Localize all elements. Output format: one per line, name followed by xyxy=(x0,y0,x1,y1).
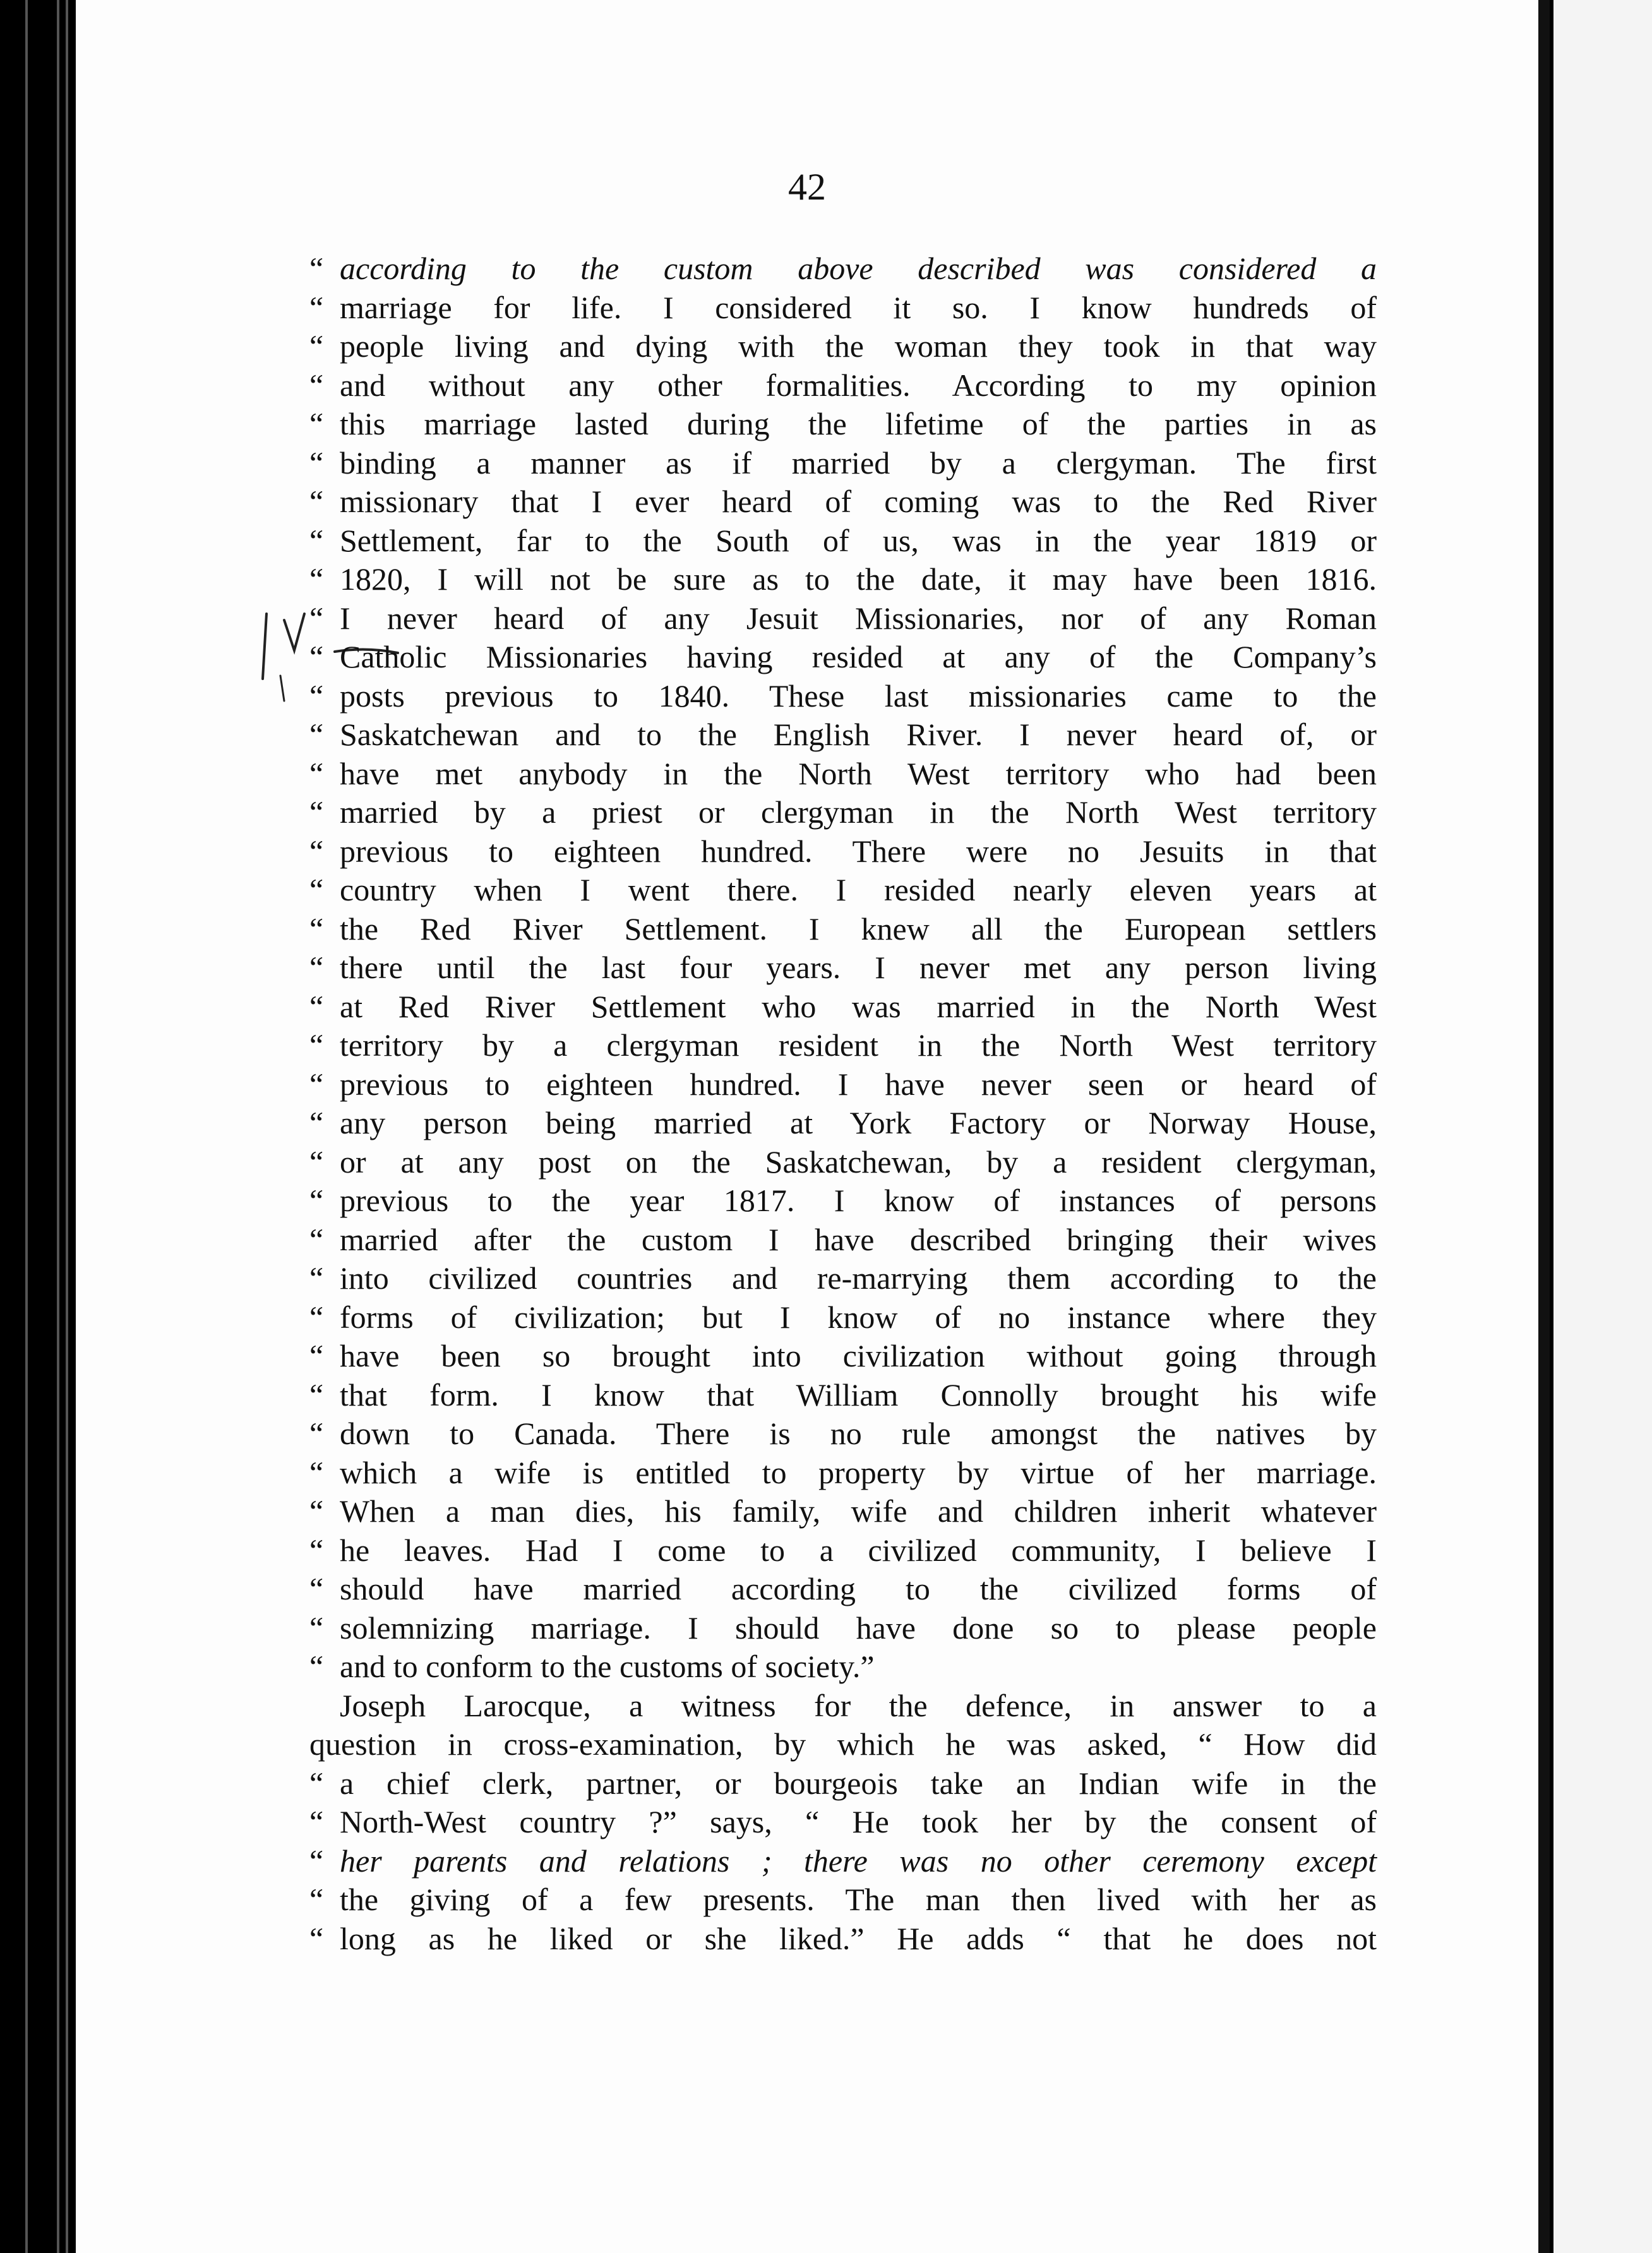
quote-mark: “ xyxy=(309,755,324,791)
text-line-content: the giving of a few presents. The man then lived with her as xyxy=(340,1882,1377,1917)
quote-mark: “ xyxy=(309,1338,324,1373)
text-line xyxy=(309,560,1377,599)
page-number: 42 xyxy=(788,166,826,208)
text-line-content: and without any other formalities. According to my opinion xyxy=(340,367,1377,403)
quote-mark: “ xyxy=(309,289,324,325)
text-line xyxy=(309,1104,1377,1143)
quote-mark: “ xyxy=(309,1221,324,1257)
text-line-content: any person being married at York Factory or Norway House, xyxy=(340,1105,1377,1140)
text-line-content: married by a priest or clergyman in the North West territory xyxy=(340,794,1377,830)
text-line xyxy=(309,910,1377,949)
text-line xyxy=(309,638,1377,677)
text-line-content: down to Canada. There is no rule amongst the natives by xyxy=(340,1416,1377,1451)
quote-mark: “ xyxy=(309,833,324,869)
text-line xyxy=(309,1570,1377,1609)
text-line xyxy=(309,366,1377,405)
text-line-content: When a man dies, his family, wife and children inherit whatever xyxy=(340,1493,1377,1529)
quote-mark: “ xyxy=(309,678,324,714)
quote-mark: “ xyxy=(309,484,324,519)
quote-mark: “ xyxy=(309,911,324,947)
text-line xyxy=(309,1181,1377,1221)
text-line-content: North-West country ?” says, “ He took her by the consent of xyxy=(340,1804,1377,1839)
text-line xyxy=(309,405,1377,444)
text-line-content: her parents and relations ; there was no other ceremony except xyxy=(340,1843,1377,1879)
quote-mark: “ xyxy=(309,406,324,441)
text-line-content: missionary that I ever heard of coming was to the Red River xyxy=(340,484,1377,519)
quote-mark: “ xyxy=(309,1804,324,1839)
text-line-content: and to conform to the customs of society.” xyxy=(340,1649,875,1684)
text-line xyxy=(309,715,1377,755)
text-line xyxy=(309,1376,1377,1415)
text-line-content: marriage for life. I considered it so. I know hundreds of xyxy=(340,289,1377,325)
text-line xyxy=(309,1531,1377,1570)
quote-mark: “ xyxy=(309,872,324,907)
text-line xyxy=(309,1065,1377,1104)
quote-mark: “ xyxy=(309,1843,324,1879)
page-gutter xyxy=(1538,0,1550,2253)
text-line xyxy=(309,1842,1377,1881)
page-body-text xyxy=(309,249,1377,1958)
text-line xyxy=(309,755,1377,794)
text-line xyxy=(309,1221,1377,1260)
text-line xyxy=(309,1492,1377,1531)
text-line-content: solemnizing marriage. I should have done so to please people xyxy=(340,1610,1377,1646)
text-line-content: according to the custom above described was considered a xyxy=(340,251,1377,286)
quote-mark: “ xyxy=(309,1493,324,1529)
text-line-content: at Red River Settlement who was married in the North West xyxy=(340,988,1377,1024)
text-line-content: territory by a clergyman resident in the North West territory xyxy=(340,1027,1377,1063)
text-line-content: forms of civilization; but I know of no instance where they xyxy=(340,1299,1377,1335)
text-line xyxy=(309,1920,1377,1959)
text-line xyxy=(309,444,1377,483)
text-line-content: married after the custom I have described bringing their wives xyxy=(340,1221,1377,1257)
text-line xyxy=(309,482,1377,522)
quote-mark: “ xyxy=(309,1105,324,1140)
text-line xyxy=(309,1647,1377,1687)
text-line-content: previous to eighteen hundred. I have never seen or heard of xyxy=(340,1066,1377,1102)
quote-mark: “ xyxy=(309,251,324,286)
text-line-content: previous to the year 1817. I know of instances of persons xyxy=(340,1183,1377,1218)
quote-mark: “ xyxy=(309,639,324,674)
text-line xyxy=(309,793,1377,832)
quote-mark: “ xyxy=(309,1920,324,1956)
text-line xyxy=(309,1803,1377,1842)
text-line-content: posts previous to 1840. These last missionaries came to the xyxy=(340,678,1377,714)
text-line-content: 1820, I will not be sure as to the date, it may have been 1816. xyxy=(340,561,1377,597)
scan-left-edge xyxy=(0,0,76,2253)
quote-mark: “ xyxy=(309,1299,324,1335)
quote-mark: “ xyxy=(309,794,324,830)
text-line xyxy=(309,1143,1377,1182)
text-line-content: Catholic Missionaries having resided at any of the Company’s xyxy=(340,639,1377,674)
text-line-content: into civilized countries and re-marrying them according to the xyxy=(340,1260,1377,1296)
text-line-content: country when I went there. I resided nearly eleven years at xyxy=(340,872,1377,907)
quote-mark: “ xyxy=(309,1571,324,1606)
text-line-content: should have married according to the civilized forms of xyxy=(340,1571,1377,1606)
text-line xyxy=(309,522,1377,561)
text-line xyxy=(309,1414,1377,1454)
text-line xyxy=(309,832,1377,871)
text-line-content: this marriage lasted during the lifetime of the parties in as xyxy=(340,406,1377,441)
text-line-content: he leaves. Had I come to a civilized community, I believe I xyxy=(340,1532,1377,1568)
text-line xyxy=(309,1764,1377,1803)
quote-mark: “ xyxy=(309,1454,324,1490)
text-line-content: there until the last four years. I never met any person living xyxy=(340,950,1377,985)
text-line xyxy=(309,599,1377,638)
text-line xyxy=(309,948,1377,988)
text-line-content: have met anybody in the North West territory who had been xyxy=(340,755,1377,791)
text-line xyxy=(309,871,1377,910)
text-line xyxy=(309,327,1377,366)
text-line-content: previous to eighteen hundred. There were no Jesuits in that xyxy=(340,833,1377,869)
quote-mark: “ xyxy=(309,1377,324,1413)
quote-mark: “ xyxy=(309,1066,324,1102)
text-line xyxy=(309,1454,1377,1493)
text-line-content: Settlement, far to the South of us, was in the year 1819 or xyxy=(340,522,1377,558)
quote-mark: “ xyxy=(309,1882,324,1917)
quote-mark: “ xyxy=(309,1027,324,1063)
text-line xyxy=(309,1687,1377,1726)
text-line xyxy=(309,1725,1377,1764)
text-line-content: long as he liked or she liked.” He adds “ that he does not xyxy=(340,1920,1377,1956)
text-line xyxy=(309,249,1377,289)
text-line xyxy=(309,988,1377,1027)
book-page xyxy=(76,0,1538,2253)
text-line xyxy=(309,1259,1377,1298)
text-line-content: Joseph Larocque, a witness for the defence, in answer to a xyxy=(340,1687,1377,1723)
text-line xyxy=(309,289,1377,328)
text-line-content: that form. I know that William Connolly brought his wife xyxy=(340,1377,1377,1413)
quote-mark: “ xyxy=(309,1144,324,1180)
quote-mark: “ xyxy=(309,1765,324,1801)
text-line-content: I never heard of any Jesuit Missionaries, nor of any Roman xyxy=(340,600,1377,636)
text-line xyxy=(309,1026,1377,1065)
quote-mark: “ xyxy=(309,561,324,597)
quote-mark: “ xyxy=(309,1610,324,1646)
quote-mark: “ xyxy=(309,1183,324,1218)
text-line-content: the Red River Settlement. I knew all the European settlers xyxy=(340,911,1377,947)
quote-mark: “ xyxy=(309,1416,324,1451)
text-line-content: or at any post on the Saskatchewan, by a resident clergyman, xyxy=(340,1144,1377,1180)
quote-mark: “ xyxy=(309,950,324,985)
text-line-content: which a wife is entitled to property by virtue of her marriage. xyxy=(340,1454,1377,1490)
text-line xyxy=(309,1609,1377,1648)
text-line-content: Saskatchewan and to the English River. I never heard of, or xyxy=(340,717,1377,752)
text-line xyxy=(309,677,1377,716)
quote-mark: “ xyxy=(309,445,324,481)
text-line-content: have been so brought into civilization without going through xyxy=(340,1338,1377,1373)
text-line-content: question in cross-examination, by which he was asked, “ How did xyxy=(309,1726,1377,1762)
quote-mark: “ xyxy=(309,328,324,364)
text-line xyxy=(309,1337,1377,1376)
quote-mark: “ xyxy=(309,1649,324,1684)
quote-mark: “ xyxy=(309,522,324,558)
quote-mark: “ xyxy=(309,1532,324,1568)
text-line xyxy=(309,1880,1377,1920)
text-line xyxy=(309,1298,1377,1337)
quote-mark: “ xyxy=(309,600,324,636)
text-line-content: binding a manner as if married by a clergyman. The first xyxy=(340,445,1377,481)
next-page-edge xyxy=(1550,0,1652,2253)
quote-mark: “ xyxy=(309,717,324,752)
text-line-content: a chief clerk, partner, or bourgeois take an Indian wife in the xyxy=(340,1765,1377,1801)
quote-mark: “ xyxy=(309,988,324,1024)
quote-mark: “ xyxy=(309,367,324,403)
quote-mark: “ xyxy=(309,1260,324,1296)
text-line-content: people living and dying with the woman they took in that way xyxy=(340,328,1377,364)
